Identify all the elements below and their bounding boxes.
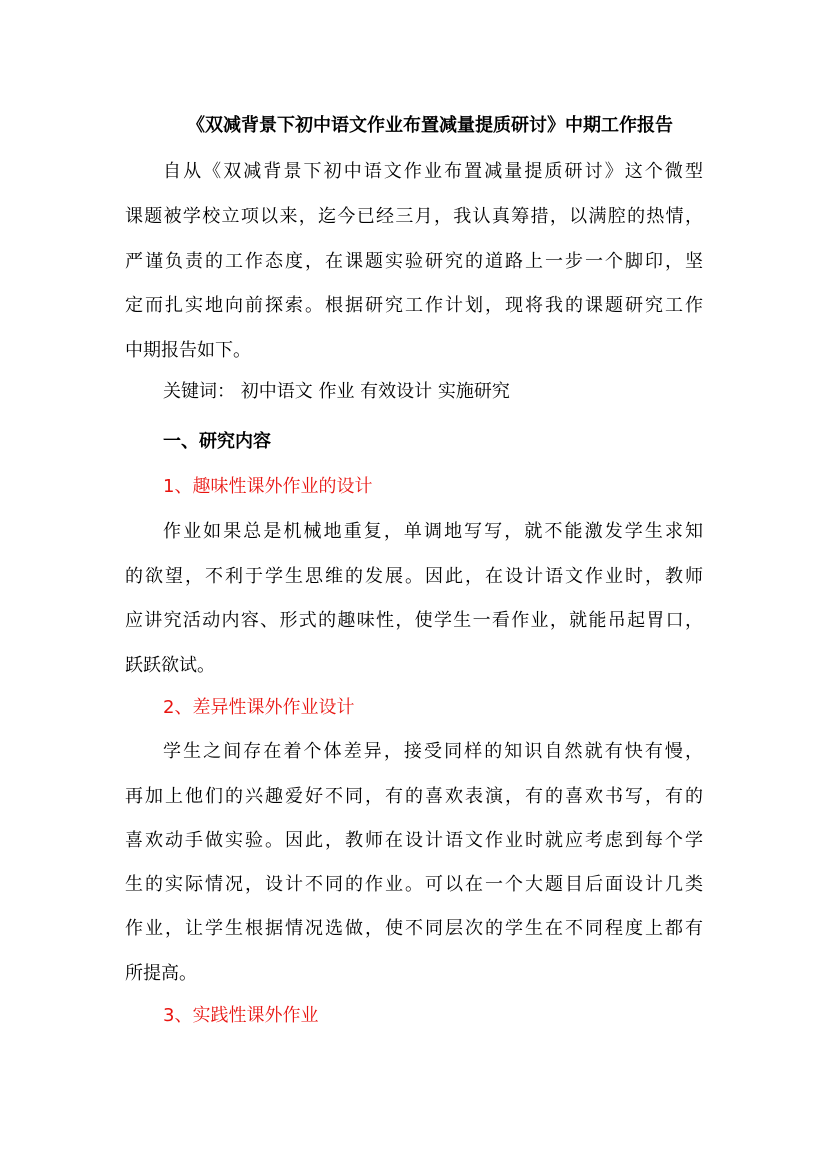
- subheading-interest-homework: 1、趣味性课外作业的设计: [163, 476, 373, 497]
- keywords: 关键词： 初中语文 作业 有效设计 实施研究: [163, 381, 510, 402]
- intro-line-3: 严谨负责的工作态度，在课题实验研究的道路上一步一个脚印，坚: [125, 251, 703, 272]
- intro-line-2: 课题被学校立项以来，迄今已经三月，我认真筹措，以满腔的热情，: [125, 206, 703, 227]
- sub1-line-1: 作业如果总是机械地重复，单调地写写，就不能激发学生求知: [163, 521, 703, 542]
- sub2-line-6: 所提高。: [125, 963, 197, 984]
- intro-line-5: 中期报告如下。: [125, 340, 251, 361]
- intro-line-4: 定而扎实地向前探索。根据研究工作计划，现将我的课题研究工作: [125, 295, 703, 316]
- intro-line-1: 自从《双减背景下初中语文作业布置减量提质研讨》这个微型: [163, 161, 703, 182]
- subheading-differentiated-homework: 2、差异性课外作业设计: [163, 697, 355, 718]
- section-heading-research-content: 一、研究内容: [163, 431, 271, 452]
- sub2-line-4: 生的实际情况，设计不同的作业。可以在一个大题目后面设计几类: [125, 874, 703, 895]
- subheading-practical-homework: 3、实践性课外作业: [163, 1005, 319, 1026]
- sub2-line-2: 再加上他们的兴趣爱好不同，有的喜欢表演，有的喜欢书写，有的: [125, 786, 703, 807]
- sub1-line-4: 跃跃欲试。: [125, 655, 215, 676]
- sub1-line-2: 的欲望，不利于学生思维的发展。因此，在设计语文作业时，教师: [125, 566, 703, 587]
- sub2-line-5: 作业，让学生根据情况选做，使不同层次的学生在不同程度上都有: [125, 918, 703, 939]
- sub2-line-1: 学生之间存在着个体差异，接受同样的知识自然就有快有慢，: [163, 741, 703, 762]
- document-title: 《双减背景下初中语文作业布置减量提质研讨》中期工作报告: [187, 115, 673, 136]
- sub2-line-3: 喜欢动手做实验。因此，教师在设计语文作业时就应考虑到每个学: [125, 830, 703, 851]
- sub1-line-3: 应讲究活动内容、形式的趣味性，使学生一看作业，就能吊起胃口，: [125, 610, 703, 631]
